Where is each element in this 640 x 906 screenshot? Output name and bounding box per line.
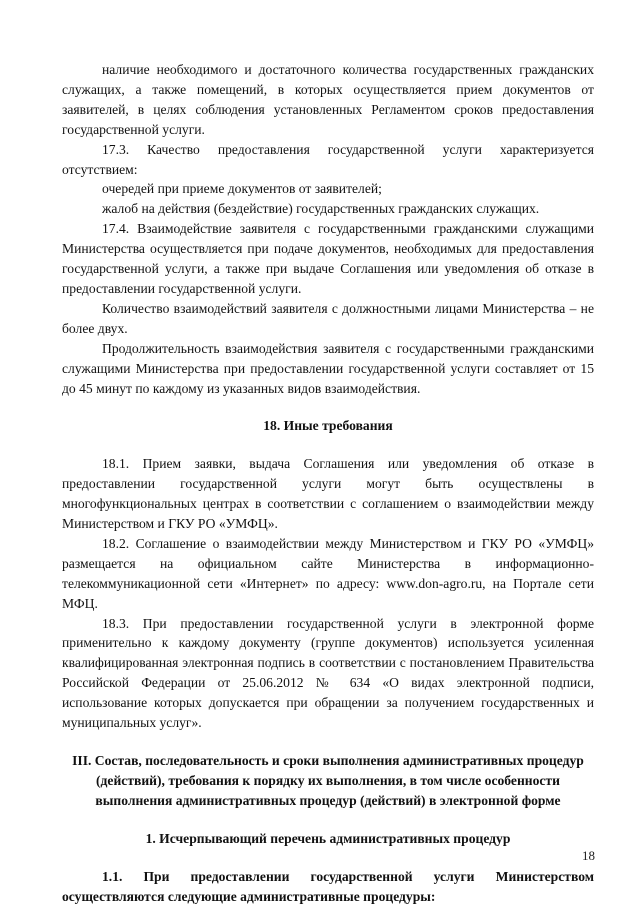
paragraph: наличие необходимого и достаточного количества государственных гражданских служащих, а также помещений, в которых осуществляется прием документов от заявителей, в целях соблюдения установленных Регламентом сроков предоставления государственной услуги. [62,62,594,137]
section-3-title: III. Состав, последовательность и сроки выполнения административных процедур (действий), требования к порядку их выполнения, в том числе особенности выполнения административных процедур (действий) в электронной форме [72,753,584,808]
paragraphs-top [62,60,594,398]
paragraph-17-4: 17.4. Взаимодействие заявителя с государственными гражданскими служащими Министерства осуществляется при подаче документов, необходимых для предоставления государственной услуги, а также при выдаче Соглашения или уведомления об отказе в предоставлении государственной услуги. [62,221,594,296]
paragraph: очередей при приеме документов от заявителей; [102,181,382,197]
paragraph-18-3: 18.3. При предоставлении государственной услуги в электронной форме применительно к каждому документу (группе документов) используется усиленная квалифицированная электронная подпись в соответствии с постановлением Правительства Российской Федерации от 25.06.2012 № 634 «О видах электронной подписи, использование которых допускается при обращении за получением государственных и муниципальных услуг». [62,615,594,731]
paragraph-1-1: 1.1. При предоставлении государственной услуги Министерством осуществляются следующие административные процедуры: [62,868,594,904]
paragraph: жалоб на действия (бездействие) государственных гражданских служащих. [102,201,540,217]
section-18-title: 18. Иные требования [263,418,393,434]
subsection-1-title: 1. Исчерпывающий перечень административных процедур [145,830,511,846]
paragraph: Продолжительность взаимодействия заявителя с государственными гражданскими служащими Министерства при предоставлении государственной услуги составляет от 15 до 45 минут по каждому из указанных видов взаимодействия. [62,340,594,396]
paragraph-18-1: 18.1. Прием заявки, выдача Соглашения или уведомления об отказе в предоставлении государственной услуги могут быть осуществлены в многофункциональных центрах в соответствии с соглашением о взаимодействии между Министерством и ГКУ РО «УМФЦ». [62,456,594,532]
paragraph-17-3: 17.3. Качество предоставления государственной услуги характеризуется отсутствием: [62,141,594,177]
page-number: 18 [582,848,595,863]
paragraph-18-2: 18.2. Соглашение о взаимодействии между Министерством и ГКУ РО «УМФЦ» размещается на официальном сайте Министерства в информационно-телекоммуникационной сети «Интернет» по адресу: www.don-agro.ru, на Портале сети МФЦ. [62,535,594,611]
paragraph: Количество взаимодействий заявителя с должностными лицами Министерства – не более двух. [62,300,594,336]
paragraphs-18 [62,454,594,733]
document-page [62,60,594,906]
